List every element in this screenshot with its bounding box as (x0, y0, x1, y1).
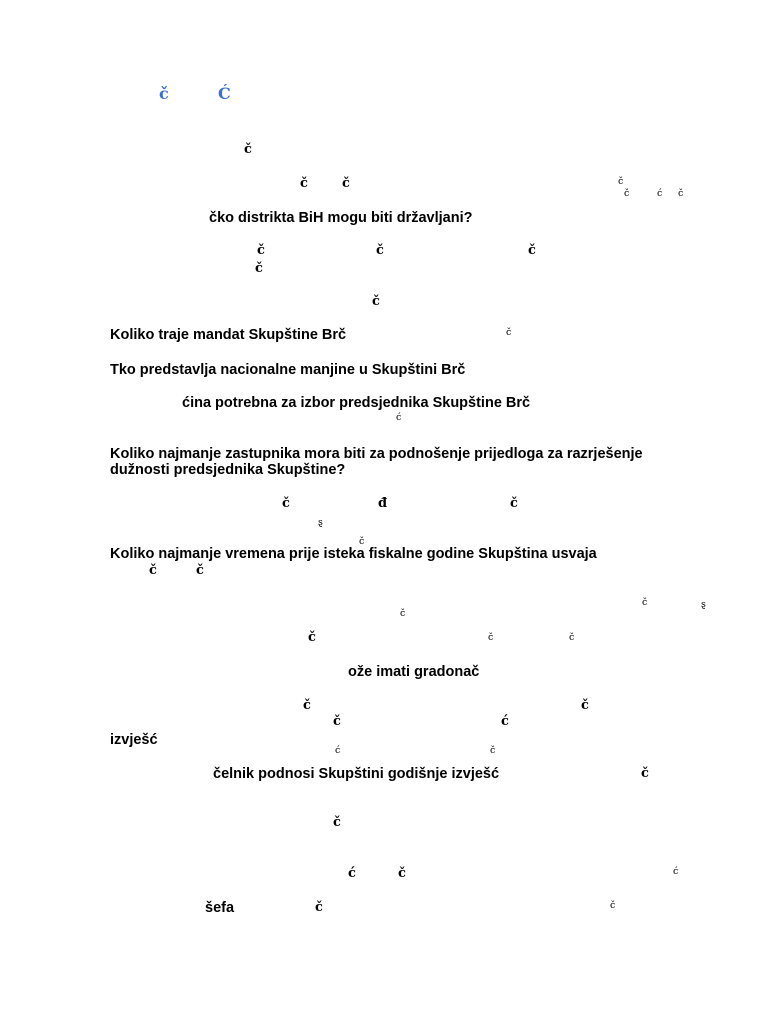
question-majority: ćina potrebna za izbor predsjednika Skupštine Brč (182, 395, 531, 411)
question-dismissal-line-1: Koliko najmanje zastupnika mora biti za podnošenje prijedloga za razrješenje (110, 446, 643, 462)
question-dismissal-line-2: dužnosti predsjednika Skupštine? (110, 462, 346, 478)
glyph: č (315, 900, 323, 915)
question-annual-report: čelnik podnosi Skupštini godišnje izvješć (213, 766, 500, 782)
glyph: č (398, 866, 406, 881)
glyph: č (506, 327, 512, 338)
question-chief: šefa (205, 900, 235, 916)
glyph: č (569, 632, 575, 643)
glyph: č (400, 608, 406, 619)
glyph: č (255, 261, 263, 276)
glyph: ć (657, 188, 663, 199)
glyph: č (333, 815, 341, 830)
question-mayor: ože imati gradonač (348, 664, 480, 680)
glyph: č (359, 536, 365, 547)
glyph: č (372, 294, 380, 309)
glyph: č (244, 142, 252, 157)
glyph: č (300, 176, 308, 191)
glyph: ć (501, 714, 509, 729)
glyph: č (510, 496, 518, 511)
glyph: č (642, 597, 648, 608)
glyph: ć (396, 412, 402, 423)
glyph: č (149, 563, 157, 578)
glyph: č (333, 714, 341, 729)
question-citizenship: čko distrikta BiH mogu biti državljani? (209, 210, 473, 226)
glyph: č (488, 632, 494, 643)
glyph: ȿ (318, 517, 323, 528)
glyph: đ (378, 496, 388, 511)
glyph: č (581, 698, 589, 713)
question-mandate: Koliko traje mandat Skupštine Brč (110, 327, 347, 343)
glyph: č (257, 243, 265, 258)
glyph: ć (673, 866, 679, 877)
heading-glyph-2: Ć (218, 84, 231, 103)
glyph: č (303, 698, 311, 713)
glyph: ȿ (701, 599, 706, 610)
glyph: č (678, 188, 684, 199)
glyph: č (624, 188, 630, 199)
glyph: č (308, 630, 316, 645)
glyph: č (618, 176, 624, 187)
glyph: č (376, 243, 384, 258)
glyph: č (342, 176, 350, 191)
question-minorities: Tko predstavlja nacionalne manjine u Skupštini Brč (110, 362, 466, 378)
glyph: č (196, 563, 204, 578)
glyph: ć (335, 745, 341, 756)
report-label: izvješć (110, 732, 158, 748)
glyph: č (641, 766, 649, 781)
glyph: ć (348, 866, 356, 881)
heading-glyph-1: č (159, 84, 169, 103)
glyph: č (490, 745, 496, 756)
question-budget: Koliko najmanje vremena prije isteka fiskalne godine Skupština usvaja (110, 546, 597, 562)
glyph: č (282, 496, 290, 511)
glyph: č (528, 243, 536, 258)
glyph: č (610, 900, 616, 911)
